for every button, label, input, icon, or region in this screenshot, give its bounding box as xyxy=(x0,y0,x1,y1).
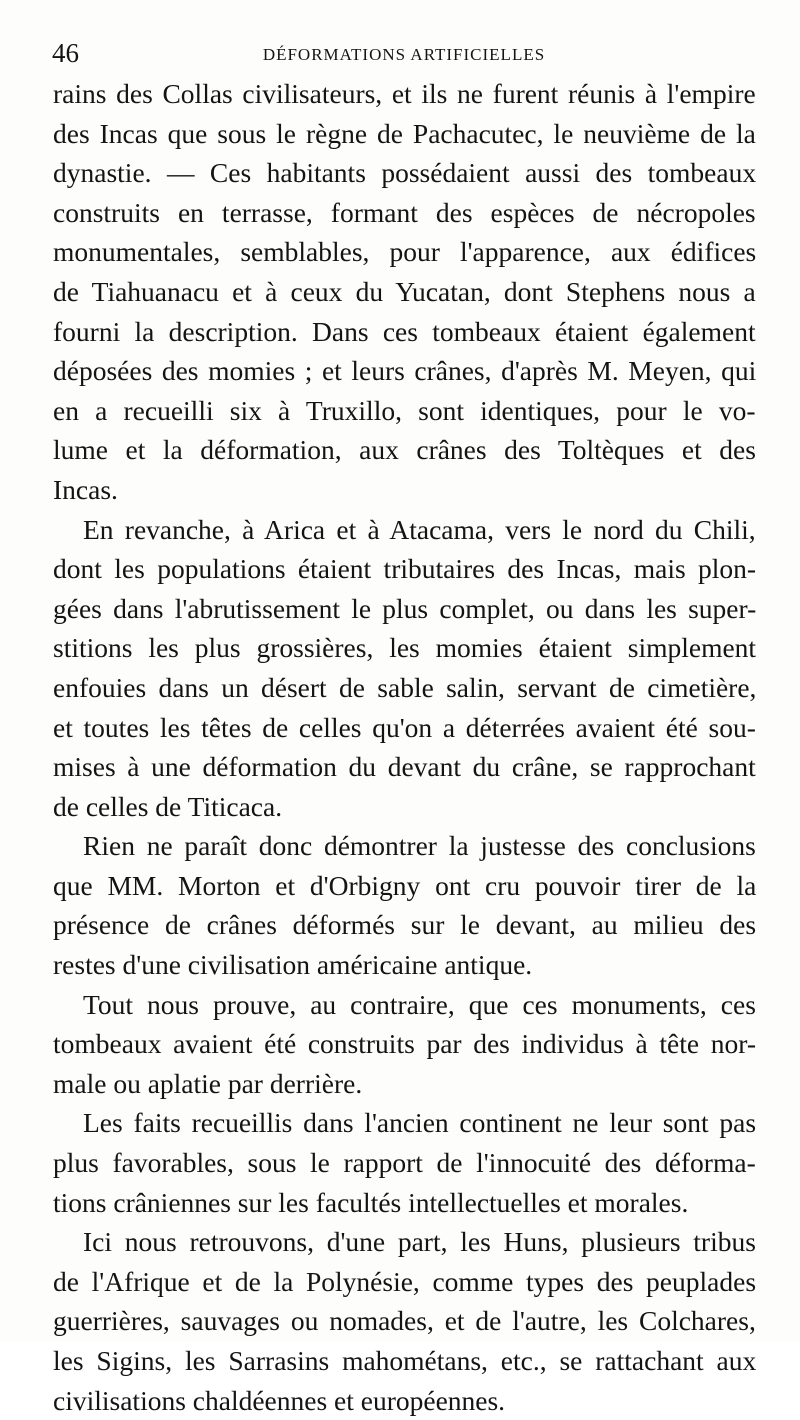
text-line: fourni la description. Dans ces tombeaux étaient également xyxy=(53,315,756,347)
text-line: rains des Collas civilisateurs, et ils ne furent réunis à l'empire xyxy=(53,78,756,109)
page-header xyxy=(52,38,756,74)
paragraph xyxy=(53,826,756,984)
text-line: Rien ne paraît donc démontrer la justesse des conclusions xyxy=(83,830,756,862)
text-line: des Incas que sous le règne de Pachacutec, le neuvième de la xyxy=(53,117,756,149)
text-line: que MM. Morton et d'Orbigny ont cru pouvoir tirer de la xyxy=(53,869,757,901)
text-line: Ici nous retrouvons, d'une part, les Huns, plusieurs tribus xyxy=(83,1226,756,1258)
running-title: DÉFORMATIONS ARTIFICIELLES xyxy=(262,45,546,64)
text-line: En revanche, à Arica et à Atacama, vers le nord du Chili, xyxy=(83,513,756,545)
text-line: mises à une déformation du devant du crâne, se rapprochant xyxy=(53,751,756,783)
paragraph xyxy=(53,1103,756,1222)
text-line: Incas. xyxy=(53,473,118,505)
text-line: construits en terrasse, formant des espèces de nécropoles xyxy=(53,196,756,228)
text-line: dont les populations étaient tributaires des Incas, mais plon- xyxy=(53,553,757,585)
text-line: déposées des momies ; et leurs crânes, d'après M. Meyen, qui xyxy=(53,355,757,387)
text-line: de l'Afrique et de la Polynésie, comme types des peuplades xyxy=(53,1265,757,1297)
text-line: et toutes les têtes de celles qu'on a déterrées avaient été sou- xyxy=(53,711,756,743)
paragraph xyxy=(53,74,756,510)
text-line: de celles de Titicaca. xyxy=(53,790,283,822)
text-line: plus favorables, sous le rapport de l'innocuité des déforma- xyxy=(53,1147,756,1179)
page-number: 46 xyxy=(52,38,79,68)
text-line: enfouies dans un désert de sable salin, servant de cimetière, xyxy=(53,671,757,703)
text-line: de Tiahuanacu et à ceux du Yucatan, dont Stephens nous a xyxy=(53,275,756,307)
paragraph xyxy=(53,985,756,1104)
text-line: en a recueilli six à Truxillo, sont identiques, pour le vo- xyxy=(53,394,756,426)
text-line: lume et la déformation, aux crânes des Toltèques et des xyxy=(53,434,756,466)
text-line: guerrières, sauvages ou nomades, et de l'autre, les Colchares, xyxy=(53,1305,756,1337)
text-line: stitions les plus grossières, les momies étaient simplement xyxy=(53,632,757,664)
text-line: male ou aplatie par derrière. xyxy=(53,1067,363,1099)
text-line: tions crâniennes sur les facultés intellectuelles et morales. xyxy=(53,1186,689,1218)
text-line: Les faits recueillis dans l'ancien continent ne leur sont pas xyxy=(83,1107,757,1139)
text-line: dynastie. — Ces habitants possédaient aussi des tombeaux xyxy=(53,157,757,189)
paragraph xyxy=(53,510,756,827)
body-text xyxy=(53,74,756,1420)
text-line: Tout nous prouve, au contraire, que ces monuments, ces xyxy=(83,988,756,1020)
text-line: monumentales, semblables, pour l'apparence, aux édifices xyxy=(53,236,757,268)
paragraph xyxy=(53,1222,756,1420)
text-line: civilisations chaldéennes et européennes. xyxy=(53,1384,506,1416)
text-line: tombeaux avaient été construits par des individus à tête nor- xyxy=(53,1028,757,1060)
text-line: présence de crânes déformés sur le devant, au milieu des xyxy=(53,909,757,941)
text-line: gées dans l'abrutissement le plus complet, ou dans les super- xyxy=(53,592,757,624)
text-line: restes d'une civilisation américaine antique. xyxy=(53,949,533,981)
text-line: les Sigins, les Sarrasins mahométans, etc., se rattachant aux xyxy=(53,1345,757,1376)
